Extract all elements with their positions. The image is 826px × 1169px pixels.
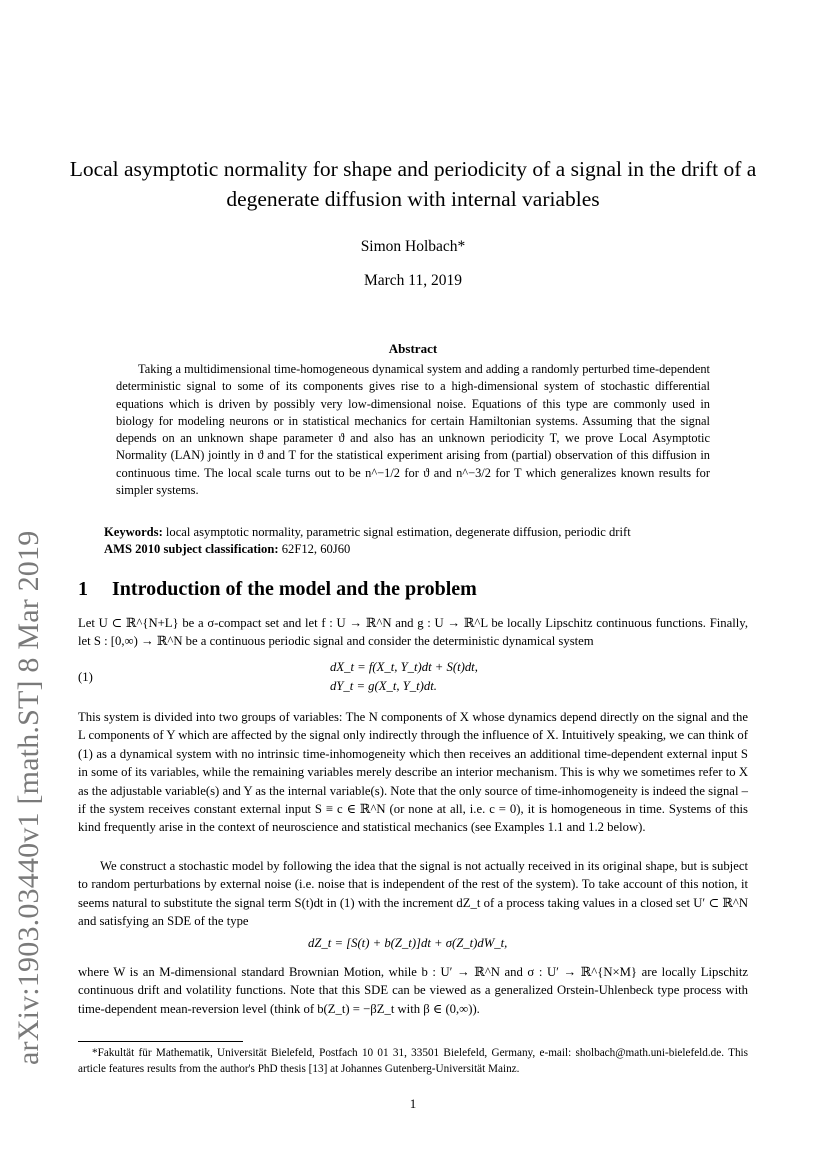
keywords-label: Keywords:: [104, 525, 163, 539]
paragraph-system-description: This system is divided into two groups of variables: The N components of X whose dynamics depend directly on the signal and the L components of Y which are affected by the signal only indirectly through the influence of X. Intuitively speaking, we can think of (1) as a dynamical system with no intrinsic time-inhomogeneity which then receives an additional time-dependent external input S in some of its variables, while the remaining variables merely describe an interior mechanism. This is why we sometimes refer to X as the adjustable variable(s) and Y as the internal variable(s). Note that the only source of time-inhomogeneity is indeed the signal – if the system receives constant external input S ≡ c ∈ ℝ^N (or none at all, i.e. c = 0), it is homogeneous in time. Systems of this kind frequently arise in the context of neuroscience and statistical mechanics (see Examples 1.1 and 1.2 below).: [78, 710, 748, 835]
equation-1-line-1: dX_t = f(X_t, Y_t)dt + S(t)dt,: [330, 660, 478, 674]
keywords-block: [104, 524, 764, 558]
section-number: 1: [78, 578, 88, 600]
footnote-affiliation: *Fakultät für Mathematik, Universität Bielefeld, Postfach 10 01 31, 33501 Bielefeld, Germany, e-mail: sholbach@math.uni-bielefeld.de. This article features results from the author's PhD thesis [13] at Johannes Gutenberg-Universität Mainz.: [78, 1047, 748, 1075]
footnote-rule: [78, 1041, 243, 1042]
abstract-text: Taking a multidimensional time-homogeneous dynamical system and adding a randomly perturbed time-dependent deterministic signal to some of its components gives rise to a high-dimensional system of stochastic differential equations which is driven by possibly very low-dimensional noise. Equations of this type are commonly used in biology for modeling neurons or in statistical mechanics for certain Hamiltonian systems. Assuming that the signal depends on an unknown shape parameter ϑ and also has an unknown periodicity T, we prove Local Asymptotic Normality (LAN) jointly in ϑ and T for the statistical experiment arising from (partial) observation of this diffusion in continuous time. The local scale turns out to be n^−1/2 for ϑ and n^−3/2 for T which generalizes known results for simpler systems.: [116, 362, 710, 498]
paper-title: Local asymptotic normality for shape and periodicity of a signal in the drift of a degenerate diffusion with internal variables: [69, 157, 757, 211]
section-title: Introduction of the model and the problem: [112, 578, 477, 600]
paragraph-brownian-motion: where W is an M-dimensional standard Brownian Motion, while b : U′ → ℝ^N and σ : U′ → ℝ^{N×M} are locally Lipschitz continuous drift and volatility functions. Note that this SDE can be viewed as a generalized Orstein-Uhlenbeck type process with time-dependent mean-reversion level (think of b(Z_t) = −βZ_t with β ∈ (0,∞)).: [78, 965, 748, 1016]
equation-sde-line: dZ_t = [S(t) + b(Z_t)]dt + σ(Z_t)dW_t,: [308, 936, 508, 950]
abstract-heading: Abstract: [388, 341, 438, 356]
equation-1-line-2: dY_t = g(X_t, Y_t)dt.: [330, 679, 437, 693]
equation-1-label: (1): [78, 670, 93, 684]
equation-1: [78, 660, 748, 700]
publication-date: March 11, 2019: [363, 272, 462, 289]
author-name: Simon Holbach*: [360, 238, 466, 255]
ams-classification-text: 62F12, 60J60: [281, 542, 351, 556]
ams-classification-label: AMS 2010 subject classification:: [104, 542, 279, 556]
paragraph-intro: Let U ⊂ ℝ^{N+L} be a σ-compact set and let f : U → ℝ^N and g : U → ℝ^L be locally Lipschitz continuous functions. Finally, let S : [0,∞) → ℝ^N be a continuous periodic signal and consider the deterministic dynamical system: [78, 616, 748, 649]
equation-sde: [78, 936, 748, 956]
page-number: 1: [409, 1096, 417, 1111]
arxiv-identifier-stamp: arXiv:1903.03440v1 [math.ST] 8 Mar 2019: [12, 530, 45, 1065]
keywords-text: local asymptotic normality, parametric signal estimation, degenerate diffusion, periodic drift: [165, 525, 631, 539]
section-heading: [78, 578, 477, 601]
paragraph-stochastic-model: We construct a stochastic model by following the idea that the signal is not actually received in its original shape, but is subject to random perturbations by external noise (i.e. noise that is independent of the rest of the system). To take account of this notion, it seems natural to substitute the signal term S(t)dt in (1) with the increment dZ_t of a process taking values in a closed set U′ ⊂ ℝ^N and satisfying an SDE of the type: [78, 859, 748, 929]
